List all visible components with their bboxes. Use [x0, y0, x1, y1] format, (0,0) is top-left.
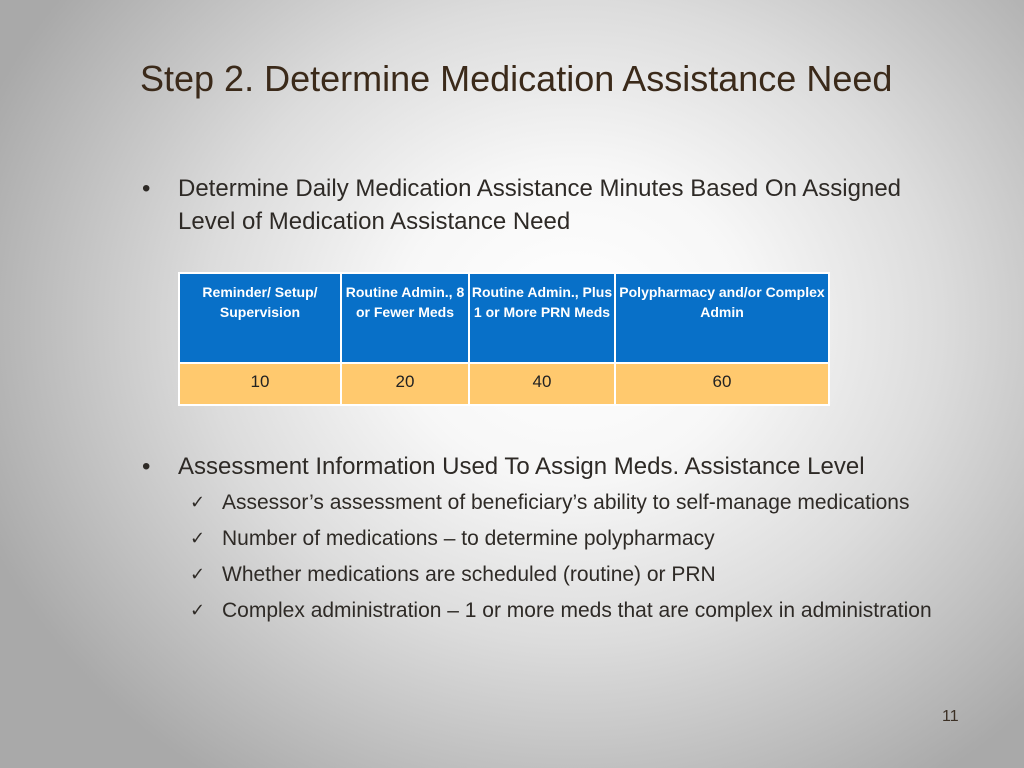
medication-minutes-table: [178, 272, 830, 406]
list-item: [190, 524, 970, 554]
list-item: [190, 560, 970, 590]
table-cell: 20: [341, 363, 469, 405]
list-item-text: Assessor’s assessment of beneficiary’s ability to self-manage medications: [222, 491, 910, 514]
list-item-text: Number of medications – to determine polypharmacy: [222, 527, 715, 550]
table-cell: 60: [615, 363, 829, 405]
table-cell: 10: [179, 363, 341, 405]
bullet-marker: •: [142, 453, 151, 480]
table-row: [179, 363, 829, 405]
table-header-cell: Reminder/ Setup/ Supervision: [179, 273, 341, 363]
table-header-row: [179, 273, 829, 363]
list-item-text: Complex administration – 1 or more meds that are complex in administration: [222, 599, 932, 622]
page-number: 11: [942, 708, 959, 725]
bullet-marker: •: [142, 175, 151, 202]
table-header-cell: Routine Admin., 8 or Fewer Meds: [341, 273, 469, 363]
table-header-cell: Polypharmacy and/or Complex Admin: [615, 273, 829, 363]
slide-title: Step 2. Determine Medication Assistance Need: [140, 58, 893, 99]
bullet-text: Assessment Information Used To Assign Meds. Assistance Level: [178, 453, 865, 480]
check-icon: ✓: [190, 564, 206, 585]
list-item-text: Whether medications are scheduled (routine) or PRN: [222, 563, 716, 586]
check-icon: ✓: [190, 528, 206, 549]
sub-bullet-list: [190, 488, 970, 632]
table-cell: 40: [469, 363, 615, 405]
check-icon: ✓: [190, 600, 206, 621]
bullet-text: Determine Daily Medication Assistance Minutes Based On Assigned Level of Medication Assistance Need: [178, 175, 902, 235]
list-item: [190, 488, 970, 518]
bullet-item-assessment: [142, 450, 1012, 483]
check-icon: ✓: [190, 492, 206, 513]
list-item: [190, 596, 970, 626]
bullet-item-minutes: [142, 172, 942, 238]
table-header-cell: Routine Admin., Plus 1 or More PRN Meds: [469, 273, 615, 363]
